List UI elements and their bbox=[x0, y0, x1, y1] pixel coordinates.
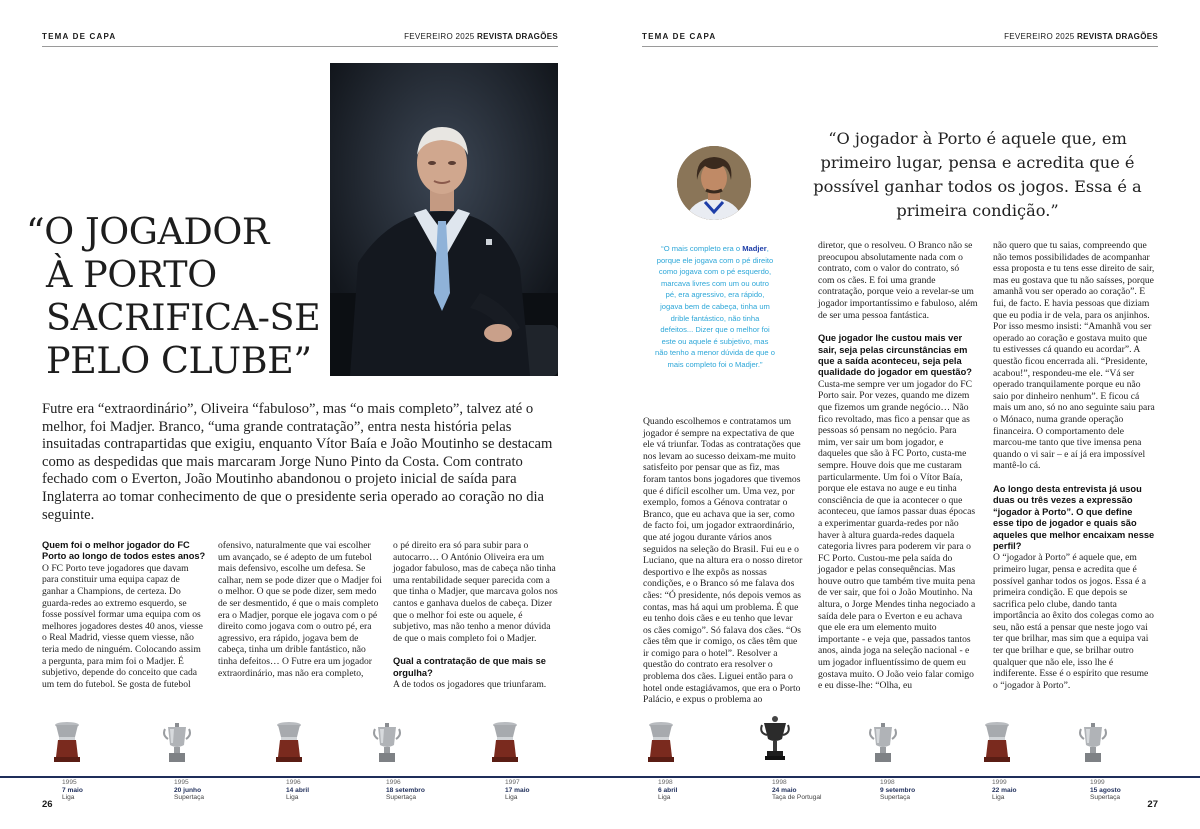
headline-line: SACRIFICA-SE bbox=[46, 296, 321, 339]
timeline-year: 1998 bbox=[880, 779, 895, 786]
issue-label bbox=[1004, 32, 1158, 41]
caption-text-end: , porque ele jogava com o pé direito como jogava com o pé esquerdo, marcava livres com um ou outro pé, era agressivo, era rápido, jogava bem de cabeça, tinha um drible fantástico, não tinha defeitos... Dizer que o melhor foi este ou aquele é subjetivo, mas não tenho a menor dúvida de que o mais completo foi o Madjer.” bbox=[655, 244, 775, 369]
timeline-date: 9 setembro bbox=[880, 786, 916, 794]
headline-line: À PORTO bbox=[46, 253, 217, 296]
issue-date: FEVEREIRO 2025 bbox=[404, 32, 475, 41]
president-photo bbox=[330, 63, 558, 376]
madjer-portrait bbox=[677, 146, 751, 220]
timeline-line bbox=[0, 776, 600, 778]
timeline-caption bbox=[880, 779, 915, 802]
timeline-caption bbox=[992, 779, 1017, 802]
taca-portugal-trophy-icon bbox=[760, 721, 790, 765]
president-photo-illustration bbox=[330, 63, 558, 376]
issue-label bbox=[404, 32, 558, 41]
interview-answer: Custa-me sempre ver um jogador do FC Porto sair. Por vezes, quando me dizem que fizemos um grande negócio… Não fico revoltado, mas fico a pensar que as pessoas só pensam no negócio. Para mim, ver sair um bom jogador, e daqueles que são à FC Porto, custa-me sempre. Houve dois que me custaram particularmente. Um foi o Vítor Baía, porque ele estava no auge e eu tinha consciência de que ia acontecer o que aconteceu, que íamos passar duas épocas a experimentar guarda-redes por não haver à altura guarda-redes daquela categoria livres para poderem vir para o FC Porto. Custou-me pela saída do jogador e pelas consequências. Mas houve outro que também tive muita pena de ver sair, que foi o João Moutinho. Na altura, o Jorge Mendes tinha negociado a saída dele para o Everton e eu achava que ele era um elemento muito importante - e veja que, passados tantos anos, ainda joga na seleção nacional - e um jogador influentíssimo de quem eu gostava muito. O João veio falar comigo e eu disse-lhe: “Olha, eu bbox=[818, 378, 976, 692]
pull-quote: “O jogador à Porto é aquele que, em primeiro lugar, pensa e acredita que é possível ganhar todos os jogos. Essa é a primeira condição.” bbox=[813, 129, 1142, 220]
headline-quote bbox=[26, 210, 326, 382]
timeline-line bbox=[600, 776, 1200, 778]
interview-answer: O FC Porto teve jogadores que davam para constituir uma equipa capaz de ganhar a Champions, de certeza. Do guarda-redes ao extremo esquerdo, se fosse possível formar uma equipa com os melhores jogadores destes 40 anos, viesse o Real Madrid, viesse quem viesse, não teria medo de ninguém. Colocando assim a pergunta, para mim foi o Madjer. É subjetivo, depende do conceito que cada um tem do futebol. Se gosta de futebol bbox=[42, 562, 203, 690]
timeline-caption bbox=[1090, 779, 1121, 802]
timeline-competition: Liga bbox=[658, 794, 671, 802]
timeline-competition: Supertaça bbox=[174, 794, 205, 802]
article-text: não quero que tu saias, compreendo que não temos possibilidades de acompanhar essa proposta e tu tens esse direito de sair, mas eu gostava que tu não saísses, porque amanhã vou ser operado ao coração”. E fui, de facto. E havia pessoas que diziam que eu podia ir de vela, para os anjinhos. Por isso mesmo insisti: “Amanhã vou ser operado ao coração e gostava muito que tu estivesses cá quando eu acordar”. A questão ficou encerrada ali. “Presidente, acabou!”, respondeu-me ele. “Vá ser operado tranquilamente porque eu não saio por dinheiro nenhum”. E ficou cá mais um ano, só no ano seguinte saiu para o Mónaco, numa grande operação financeira. O comportamento dele marcou-me tanto que tive imensa pena quando o vi sair – e aí já era impossível mantê-lo cá. bbox=[993, 240, 1155, 472]
timeline-date: 6 abril bbox=[658, 786, 678, 794]
timeline-competition: Taça de Portugal bbox=[772, 794, 822, 802]
timeline-date: 22 maio bbox=[992, 786, 1017, 794]
supertaca-trophy-icon bbox=[868, 721, 898, 765]
article-column-5 bbox=[818, 240, 978, 692]
article-column-2 bbox=[218, 540, 383, 679]
timeline-caption bbox=[174, 779, 204, 802]
timeline-date: 15 agosto bbox=[1090, 786, 1121, 794]
magazine-name: REVISTA DRAGÕES bbox=[1077, 32, 1158, 41]
madjer-portrait-illustration bbox=[677, 146, 751, 220]
madjer-caption bbox=[655, 243, 775, 371]
timeline-year: 1995 bbox=[174, 779, 189, 786]
headline-line: PELO CLUBE” bbox=[46, 339, 312, 382]
timeline-caption bbox=[62, 779, 83, 802]
interview-answer: A de todos os jogadores que triunfaram. bbox=[393, 679, 547, 691]
running-header bbox=[642, 32, 1158, 47]
article-text: ofensivo, naturalmente que vai escolher um avançado, se é adepto de um futebol mais defensivo, escolhe um defesa. Se calhar, nem se pode dizer que o Madjer foi o melhor. O que se pode dizer, sem medo de ser desmentido, é que o mais completo era o Madjer, porque ele jogava com o pé direito como jogava com o outro pé, era agressivo, era rápido, jogava bem de cabeça, tinha um drible fantástico, não tinha defeitos… O Futre era um jogador extraordinário, mas não era completo, bbox=[218, 540, 382, 679]
interview-question: Que jogador lhe custou mais ver sair, seja pelas circunstâncias em que a saída aconteceu, seja pela qualidade do jogador em questão? bbox=[818, 333, 972, 378]
timeline-date: 20 junho bbox=[174, 786, 202, 794]
timeline-competition: Supertaça bbox=[1090, 794, 1121, 802]
liga-trophy-icon bbox=[490, 721, 520, 765]
caption-text-start: “O mais completo era o bbox=[661, 244, 743, 253]
liga-trophy-icon bbox=[982, 721, 1012, 765]
article-column-6 bbox=[993, 240, 1155, 691]
interview-question: Ao longo desta entrevista já usou duas ou três vezes a expressão “jogador à Porto”. O que define esse tipo de jogador e quais são aqueles que melhor encaixam nesse perfil? bbox=[993, 483, 1155, 551]
article-text: o pé direito era só para subir para o autocarro… O António Oliveira era um jogador fabuloso, mas de cabeça não tinha uma rentabilidade sequer parecida com a que tinha o Madjer, que marcava golos nos cantos e ganhava duelos de cabeça. Dizer que o melhor foi este ou aquele, é subjetivo, mas não tenho a menor dúvida de que o mais completo foi o Madjer. bbox=[393, 540, 558, 644]
timeline-caption bbox=[505, 779, 530, 802]
timeline-competition: Supertaça bbox=[880, 794, 911, 802]
page-number: 27 bbox=[1147, 799, 1158, 810]
timeline-caption bbox=[286, 779, 309, 802]
trophy-timeline bbox=[0, 707, 600, 807]
trophy-timeline-right bbox=[600, 707, 1200, 807]
timeline-caption bbox=[386, 779, 425, 802]
article-text: Quando escolhemos e contratamos um jogador é sempre na expectativa de que ele vá triunfar. Todas as contratações que nos levam ao sucesso deixam-me muito satisfeito por pensar que as fiz, mas foram tantos bons jogadores que tivemos que é difícil escolher um. Uma vez, por exemplo, fomos a Génova contratar o Branco, que eu achava que ia ser, como de facto foi, um jogador extraordinário, que até jogou durante vários anos seguidos na seleção do Brasil. Fui eu e o Luciano, que na altura era o nosso diretor desportivo e lhe expôs as nossas condições, e o Branco só me falava dos cães: “Ó presidente, nós depois vemos as contas, mas há aqui um problema. É que eu tenho dois cães e eu tenho que levar os cães comigo”. Só falava dos cães. “Os cães têm que ir comigo, os cães têm que ir comigo para o hotel”. Resolver a questão do contrato era resolver o problema dos cães. Liguei então para o hotel onde estagiávamos, que era o Porto Palácio, e expus o problema ao bbox=[643, 416, 803, 706]
supertaca-trophy-icon bbox=[1078, 721, 1108, 765]
article-column-3 bbox=[393, 540, 558, 691]
headline-line: “O JOGADOR bbox=[26, 210, 269, 253]
timeline-year: 1997 bbox=[505, 779, 520, 786]
timeline-date: 14 abril bbox=[286, 786, 310, 794]
timeline-competition: Supertaça bbox=[386, 794, 417, 802]
interview-answer: O “jogador à Porto” é aquele que, em primeiro lugar, pensa e acredita que é possível ganhar todos os jogos. Essa é a primeira condição. E que depois se sacrifica pelo clube, dando tanta importância ao êxito dos colegas como ao seu, não está a pensar que neste jogo vai ter que brilhar, mas sim que a equipa vai ter que brilhar e que, se brilhar outro qualquer que não ele, isso lhe é indiferente. Esse é o espírito que resume o “jogador à Porto”. bbox=[993, 552, 1154, 691]
liga-trophy-icon bbox=[274, 721, 304, 765]
timeline-date: 17 maio bbox=[505, 786, 530, 794]
supertaca-trophy-icon bbox=[372, 721, 402, 765]
timeline-caption bbox=[772, 779, 822, 802]
liga-trophy-icon bbox=[646, 721, 676, 765]
timeline-year: 1996 bbox=[286, 779, 301, 786]
caption-name: Madjer bbox=[742, 244, 767, 253]
lead-paragraph: Futre era “extraordinário”, Oliveira “fabuloso”, mas “o mais completo”, talvez até o melhor, foi Madjer. Branco, “uma grande contratação”, entra nesta história pelas insuitadas contrapartidas que exigiu, enquanto Vítor Baía e João Moutinho se destacam como as despedidas que mais marcaram Jorge Nuno Pinto da Costa. Com contrato fechado com o Everton, João Moutinho abandonou o projeto inicial de saída para Inglaterra ao tomar conhecimento de que o presidente seria operado ao coração no dia seguinte. bbox=[42, 401, 553, 523]
article-column-4 bbox=[643, 416, 803, 706]
timeline-competition: Liga bbox=[62, 794, 75, 802]
article-column-1 bbox=[42, 540, 207, 690]
timeline-year: 1998 bbox=[658, 779, 673, 786]
timeline-competition: Liga bbox=[286, 794, 299, 802]
timeline-competition: Liga bbox=[992, 794, 1005, 802]
page-number: 26 bbox=[42, 799, 53, 810]
timeline-year: 1996 bbox=[386, 779, 401, 786]
issue-date: FEVEREIRO 2025 bbox=[1004, 32, 1075, 41]
timeline-year: 1995 bbox=[62, 779, 77, 786]
timeline-year: 1999 bbox=[992, 779, 1007, 786]
liga-trophy-icon bbox=[52, 721, 82, 765]
timeline-date: 24 maio bbox=[772, 786, 797, 794]
section-label: TEMA DE CAPA bbox=[642, 32, 717, 41]
magazine-name: REVISTA DRAGÕES bbox=[477, 32, 558, 41]
interview-question: Qual a contratação de que mais se orgulha? bbox=[393, 656, 546, 678]
timeline-competition: Liga bbox=[505, 794, 518, 802]
section-label: TEMA DE CAPA bbox=[42, 32, 117, 41]
supertaca-trophy-icon bbox=[162, 721, 192, 765]
interview-question: Quem foi o melhor jogador do FC Porto ao longo de todos estes anos? bbox=[42, 540, 206, 562]
timeline-year: 1998 bbox=[772, 779, 787, 786]
timeline-caption bbox=[658, 779, 677, 802]
timeline-date: 18 setembro bbox=[386, 786, 425, 794]
timeline-year: 1999 bbox=[1090, 779, 1105, 786]
running-header bbox=[42, 32, 558, 47]
article-text: diretor, que o resolveu. O Branco não se preocupou absolutamente nada com o contrato, com o valor do contrato, só com os cães. E foi uma grande contratação, porque veio a revelar-se um jogador importantíssimo e fabuloso, além de ser uma pessoa fantástica. bbox=[818, 240, 978, 321]
timeline-date: 7 maio bbox=[62, 786, 83, 794]
